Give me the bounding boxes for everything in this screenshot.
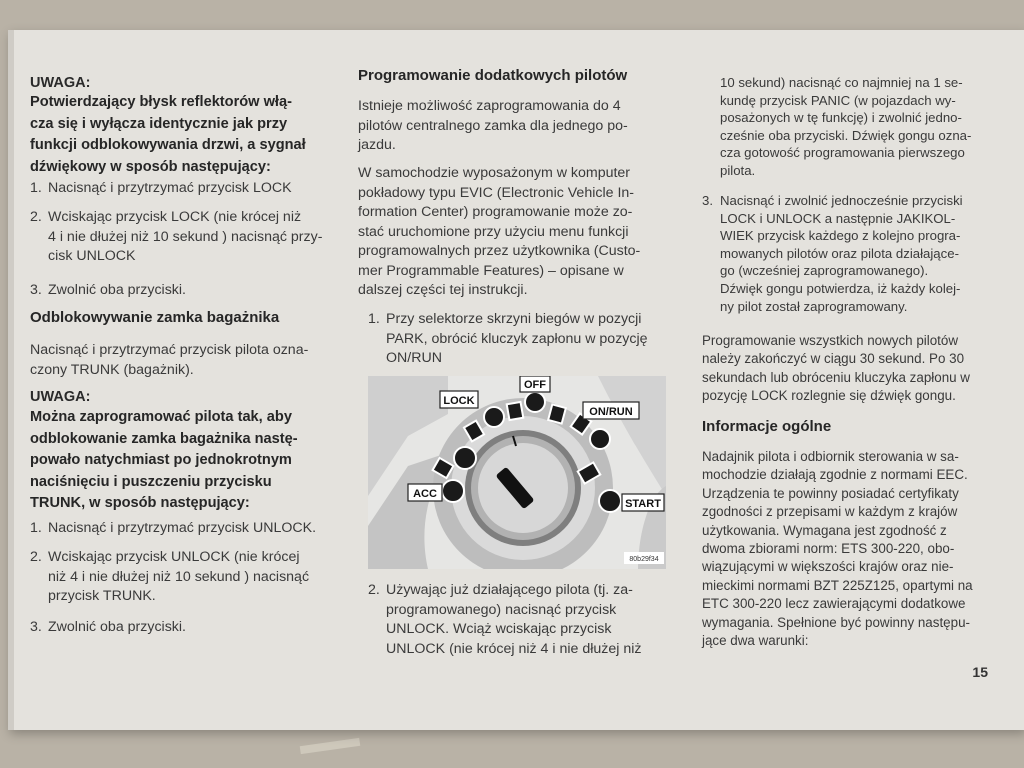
label-on-run: ON/RUN xyxy=(589,406,633,418)
list-item: 2. Wciskając przycisk UNLOCK (nie krócej niż 4 i nie dłużej niż 10 sekund ) nacisnąć przycisk TRUNK. xyxy=(30,549,310,604)
warning-text: Potwierdzający błysk reflektorów włą- cza się i wyłącza identycznie jak przy funkcji odblokowywania drzwi, a sygnał dźwiękowy w sposób następujący: xyxy=(30,94,306,175)
paragraph: W samochodzie wyposażonym w komputer pokładowy typu EVIC (Electronic Vehicle In- formation Center) programowanie może zo- stać uruchomione przy użyciu menu funkcji programowalnych przez użytkownika (Custo- mer Programmable Features) – opisane w dalszej części tej instrukcji. xyxy=(358,165,641,298)
section-heading: Informacje ogólne xyxy=(702,418,832,435)
section-heading: Odblokowywanie zamka bagażnika xyxy=(30,309,280,326)
ignition-illustration xyxy=(368,376,666,569)
paragraph: 10 sekund) nacisnąć co najmniej na 1 se- kundę przycisk PANIC (w pojazdach wy- posażonych w tę funkcję) i zwolnić jedno- cześnie oba przyciski. Dźwięk gongu ozna- cza gotowość programowania pierwszego pilota. xyxy=(720,75,972,178)
page-number: 15 xyxy=(972,664,988,680)
trunk-text: Nacisnąć i przytrzymać przycisk pilota ozna- czony TRUNK (bagażnik). xyxy=(30,342,309,378)
warning-text: Można zaprogramować pilota tak, aby odblokowanie zamka bagażnika nastę- powało natychmiast po jednokrotnym naciśnięciu i puszczeniu przycisku TRUNK, w sposób następujący: xyxy=(30,409,298,511)
warning-label: UWAGA: xyxy=(30,75,91,91)
step-item: 3. Nacisnąć i zwolnić jednocześnie przyciski LOCK i UNLOCK a następnie JAKIKOL- WIEK przycisk każdego z kolejno progra- mowanych pilotów oraz pilota działające- go (wcześniej zaprogramowanego). Dźwięk gongu potwierdza, iż każdy kolej- ny pilot został zaprogramowany. xyxy=(702,193,963,314)
label-start: START xyxy=(625,498,661,510)
label-lock: LOCK xyxy=(443,395,475,407)
list-item: 2. Wciskając przycisk LOCK (nie krócej niż 4 i nie dłużej niż 10 sekund ) nacisnąć przy- cisk UNLOCK xyxy=(30,209,323,264)
ignition-switch-figure xyxy=(368,376,666,569)
manual-page: UWAGA: Potwierdzający błysk reflektorów włą- cza się i wyłącza identycznie jak przy funkcji odblokowywania drzwi, a sygnał dźwiękowy w sposób następujący: 1. Nacisnąć i przytrzymać przycisk LOCK 2. Wciskając przycisk LOCK (nie krócej niż 4 i nie dłużej niż 10 sekund ) nacisnąć przy- cisk UNLOCK 3. Zwolnić oba przyciski. Odblokowywanie zamka bagażnika Nacisnąć i przytrzymać przycisk pilota ozna- czony TRUNK (bagażnik). UWAGA: Można zaprogramować pilota tak, aby odblokowanie zamka bagażnika nastę- powało natychmiast po jednokrotnym naciśnięciu i puszczeniu przycisku TRUNK, w sposób następujący: 1. Nacisnąć i przytrzymać przycisk UNLOCK. 2. Wciskając przycisk UNLOCK (nie krócej niż 4 i nie dłużej niż 10 sekund ) nacisnąć przycisk TRUNK. 3. Zwolnić oba przyciski. Programowanie dodatkowych pilotów Istnieje możliwość zaprogramowania do 4 pilotów centralnego zamka dla jednego po- jazdu. W samochodzie wyposażonym w komputer pokładowy typu EVIC (Electronic Vehicle In- formation Center) programowanie może zo- stać uruchomione przy użyciu menu funkcji programowalnych przez użytkownika (Custo- mer Programmable Features) – opisane w dalszej części tej instrukcji. 1. Przy selektorze skrzyni biegów w pozycji PARK, obrócić kluczyk zapłonu w pozycję ON/RUN LOCK OFF ON/RUN ACC START 80b29f34 2. Używając już działającego pilota (tj. za- programowanego) nacisnąć przycisk UNLOCK. Wciąż wciskając przycisk UNLOCK (nie krócej niż 4 i nie dłużej niż 10 sekund) nacisnąć co najmniej na 1 se- kundę przycisk PANIC (w pojazdach wy- posażonych w tę funkcję) i zwolnić jedno- cześnie oba przyciski. Dźwięk gongu ozna- cza gotowość programowania pierwszego pilota. 3. Nacisnąć i zwolnić jednocześnie przyciski LOCK i UNLOCK a następnie JAKIKOL- WIEK przycisk każdego z kolejno progra- mowanych pilotów oraz pilota działające- go (wcześniej zaprogramowanego). Dźwięk gongu potwierdza, iż każdy kolej- ny pilot został zaprogramowany. Programowanie wszystkich nowych pilotów należy zakończyć w ciągu 30 sekund. Po 30 sekundach lub obróceniu kluczyka zapłonu w pozycję LOCK rozlegnie się dźwięk gongu. Informacje ogólne Nadajnik pilota i odbiornik sterowania w sa- mochodzie działają zgodnie z normami EEC. Urządzenia te powinny posiadać certyfikaty zgodności z przepisami w każdym z krajów użytkowania. Wymagana jest zgodność z dwoma zbiorami norm: ETS 300-220, obo- wiązującymi w większości krajów oraz nie- mieckimi normami BZT 225Z125, opartymi na ETC 300-220 lecz zawierającymi dodatkowe wymagania. Spełnione być powinny następu- jące dwa warunki: 15 xyxy=(8,30,1024,730)
paragraph: Programowanie wszystkich nowych pilotów należy zakończyć w ciągu 30 sekund. Po 30 sekundach lub obróceniu kluczyka zapłonu w pozycję LOCK rozlegnie się dźwięk gongu. xyxy=(702,333,970,404)
figure-code: 80b29f34 xyxy=(629,556,659,563)
label-acc: ACC xyxy=(413,488,437,500)
pen-shadow xyxy=(300,738,361,754)
warning-label: UWAGA: xyxy=(30,389,91,405)
paragraph: Istnieje możliwość zaprogramowania do 4 pilotów centralnego zamka dla jednego po- jazdu. xyxy=(358,98,628,153)
step-item: 1. Przy selektorze skrzyni biegów w pozycji PARK, obrócić kluczyk zapłonu w pozycję ON/RUN xyxy=(368,311,648,366)
paragraph: Nadajnik pilota i odbiornik sterowania w sa- mochodzie działają zgodnie z normami EEC. Urządzenia te powinny posiadać certyfikaty zgodności z przepisami w każdym z krajów użytkowania. Wymagana jest zgodność z dwoma zbiorami norm: ETS 300-220, obo- wiązującymi w większości krajów oraz nie- mieckimi normami BZT 225Z125, opartymi na ETC 300-220 lecz zawierającymi dodatkowe wymagania. Spełnione być powinny następu- jące dwa warunki: xyxy=(702,449,973,649)
step-item: 2. Używając już działającego pilota (tj. za- programowanego) nacisnąć przycisk UNLOCK. Wciąż wciskając przycisk UNLOCK (nie krócej niż 4 i nie dłużej niż xyxy=(368,582,642,657)
label-off: OFF xyxy=(524,379,546,391)
section-heading: Programowanie dodatkowych pilotów xyxy=(358,67,628,84)
